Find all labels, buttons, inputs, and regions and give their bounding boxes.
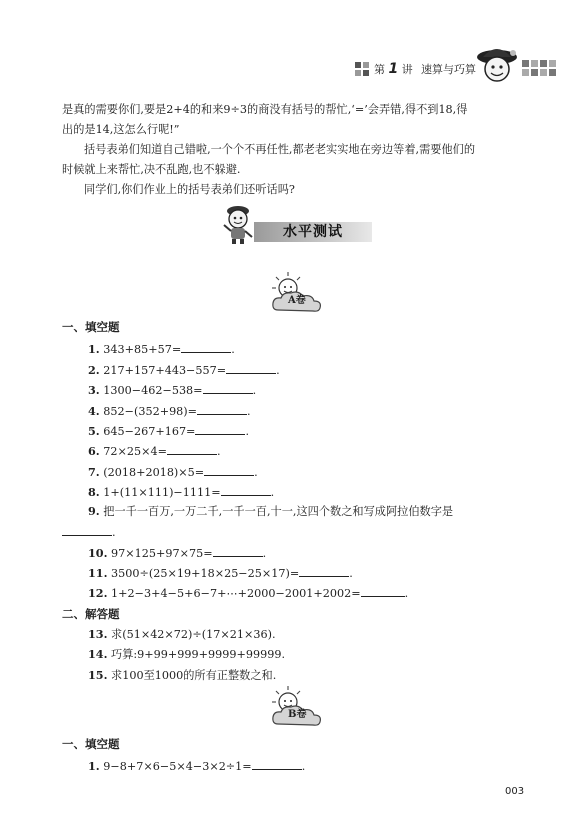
question-10: 10. 97×125+97×75= . xyxy=(88,546,267,560)
story-line: 时候就上来帮忙,决不乱跑,也不躲避. xyxy=(62,163,241,176)
question-15 xyxy=(88,667,276,683)
chapter-suffix: 讲 xyxy=(401,63,413,76)
story-paragraph-1 xyxy=(62,100,532,140)
question-text: 巧算:9+99+999+9999+99999. xyxy=(111,648,285,661)
question-14 xyxy=(88,646,285,662)
question-text: (2018+2018)×5= xyxy=(103,466,205,479)
question-number: 9. xyxy=(88,504,100,518)
question-number: 11. xyxy=(88,566,108,580)
answer-section-title: 二、解答题 xyxy=(62,607,120,621)
answer-blank[interactable] xyxy=(195,422,245,435)
answer-blank[interactable] xyxy=(197,402,247,415)
answer-blank[interactable] xyxy=(226,361,276,374)
answer-blank[interactable] xyxy=(299,564,349,577)
question-text: 97×125+97×75= xyxy=(111,547,213,560)
question-text: 72×25×4= xyxy=(103,445,167,458)
question-11: 11. 3500÷(25×19+18×25−25×17)= . xyxy=(88,566,353,580)
badge-a xyxy=(268,270,326,318)
story-line: 同学们,你们作业上的括号表弟们还听话吗? xyxy=(84,183,295,196)
question-number: 10. xyxy=(88,546,108,560)
question-number: 14. xyxy=(88,647,108,661)
question-text: 9−8+7×6−5×4−3×2÷1= xyxy=(103,760,252,773)
question-text: 217+157+443−557= xyxy=(103,364,227,377)
badge-b-label: B卷 xyxy=(288,709,307,720)
question-2: 2. 217+157+443−557= . xyxy=(88,363,280,377)
question-6: 6. 72×25×4= . xyxy=(88,444,221,458)
fill-section-title-b: 一、填空题 xyxy=(62,737,120,751)
answer-blank[interactable] xyxy=(203,381,253,394)
header-squares-left-icon xyxy=(355,62,369,76)
fill-section-title: 一、填空题 xyxy=(62,320,120,334)
question-number: 4. xyxy=(88,404,100,418)
story-line: 是真的需要你们,要是2+4的和来9÷3的商没有括号的帮忙,‘=’会弄错,得不到18,得 xyxy=(62,103,468,116)
question-4: 4. 852−(352+98)= . xyxy=(88,404,251,418)
question-number: 13. xyxy=(88,627,108,641)
question-text: 把一千一百万,一万二千,一千一百,十一,这四个数之和写成阿拉伯数字是 xyxy=(103,505,454,518)
question-b1: 1. 9−8+7×6−5×4−3×2÷1= . xyxy=(88,759,306,773)
answer-blank[interactable] xyxy=(167,442,217,455)
header-mascot-icon xyxy=(475,45,521,85)
answer-blank[interactable] xyxy=(204,463,254,476)
question-5: 5. 645−267+167= . xyxy=(88,424,249,438)
answer-blank[interactable] xyxy=(62,523,112,536)
question-number: 1. xyxy=(88,759,100,773)
answer-blank[interactable] xyxy=(221,483,271,496)
answer-blank[interactable] xyxy=(252,757,302,770)
answer-blank[interactable] xyxy=(361,584,405,597)
answer-blank[interactable] xyxy=(181,340,231,353)
level-test-banner xyxy=(254,222,372,242)
question-13 xyxy=(88,626,276,642)
question-number: 8. xyxy=(88,485,100,499)
question-number: 12. xyxy=(88,586,108,600)
question-text: 求100至1000的所有正整数之和. xyxy=(111,669,277,682)
story-line: 出的是14,这怎么行呢!” xyxy=(62,123,180,136)
question-text: 343+85+57= xyxy=(103,343,182,356)
question-1: 1. 343+85+57= . xyxy=(88,342,235,356)
question-number: 5. xyxy=(88,424,100,438)
question-9 xyxy=(88,503,453,519)
question-3: 3. 1300−462−538= . xyxy=(88,383,257,397)
question-text: 1300−462−538= xyxy=(103,384,203,397)
answer-blank[interactable] xyxy=(213,544,263,557)
badge-a-label: A卷 xyxy=(288,295,306,306)
question-number: 6. xyxy=(88,444,100,458)
question-8: 8. 1+(11×111)−1111= . xyxy=(88,485,275,499)
question-number: 7. xyxy=(88,465,100,479)
question-9-answer-line: . xyxy=(62,523,116,539)
question-text: 1+(11×111)−1111= xyxy=(103,486,221,499)
question-text: 3500÷(25×19+18×25−25×17)= xyxy=(111,567,300,580)
chapter-prefix: 第 xyxy=(374,63,385,76)
banner-mascot-icon xyxy=(220,203,256,245)
header-squares-right-icon xyxy=(522,60,556,78)
question-text: 852−(352+98)= xyxy=(103,405,198,418)
story-line: 括号表弟们知道自己错啦,一个个不再任性,都老老实实地在旁边等着,需要他们的 xyxy=(84,143,476,156)
page-number: 003 xyxy=(505,786,525,797)
chapter-label xyxy=(374,61,413,77)
question-number: 15. xyxy=(88,668,108,682)
question-number: 2. xyxy=(88,363,100,377)
question-text: 645−267+167= xyxy=(103,425,196,438)
chapter-title: 速算与巧算 xyxy=(421,63,476,76)
story-paragraph-2 xyxy=(62,140,532,180)
question-text: 求(51×42×72)÷(17×21×36). xyxy=(111,628,276,641)
story-paragraph-3 xyxy=(62,180,532,200)
question-number: 3. xyxy=(88,383,100,397)
question-number: 1. xyxy=(88,342,100,356)
banner-title: 水平测试 xyxy=(283,224,343,240)
question-7: 7. (2018+2018)×5= . xyxy=(88,465,258,479)
badge-b xyxy=(268,684,326,732)
chapter-number: 1 xyxy=(388,61,399,77)
question-text: 1+2−3+4−5+6−7+⋯+2000−2001+2002= xyxy=(111,587,361,600)
question-12: 12. 1+2−3+4−5+6−7+⋯+2000−2001+2002= . xyxy=(88,586,409,600)
